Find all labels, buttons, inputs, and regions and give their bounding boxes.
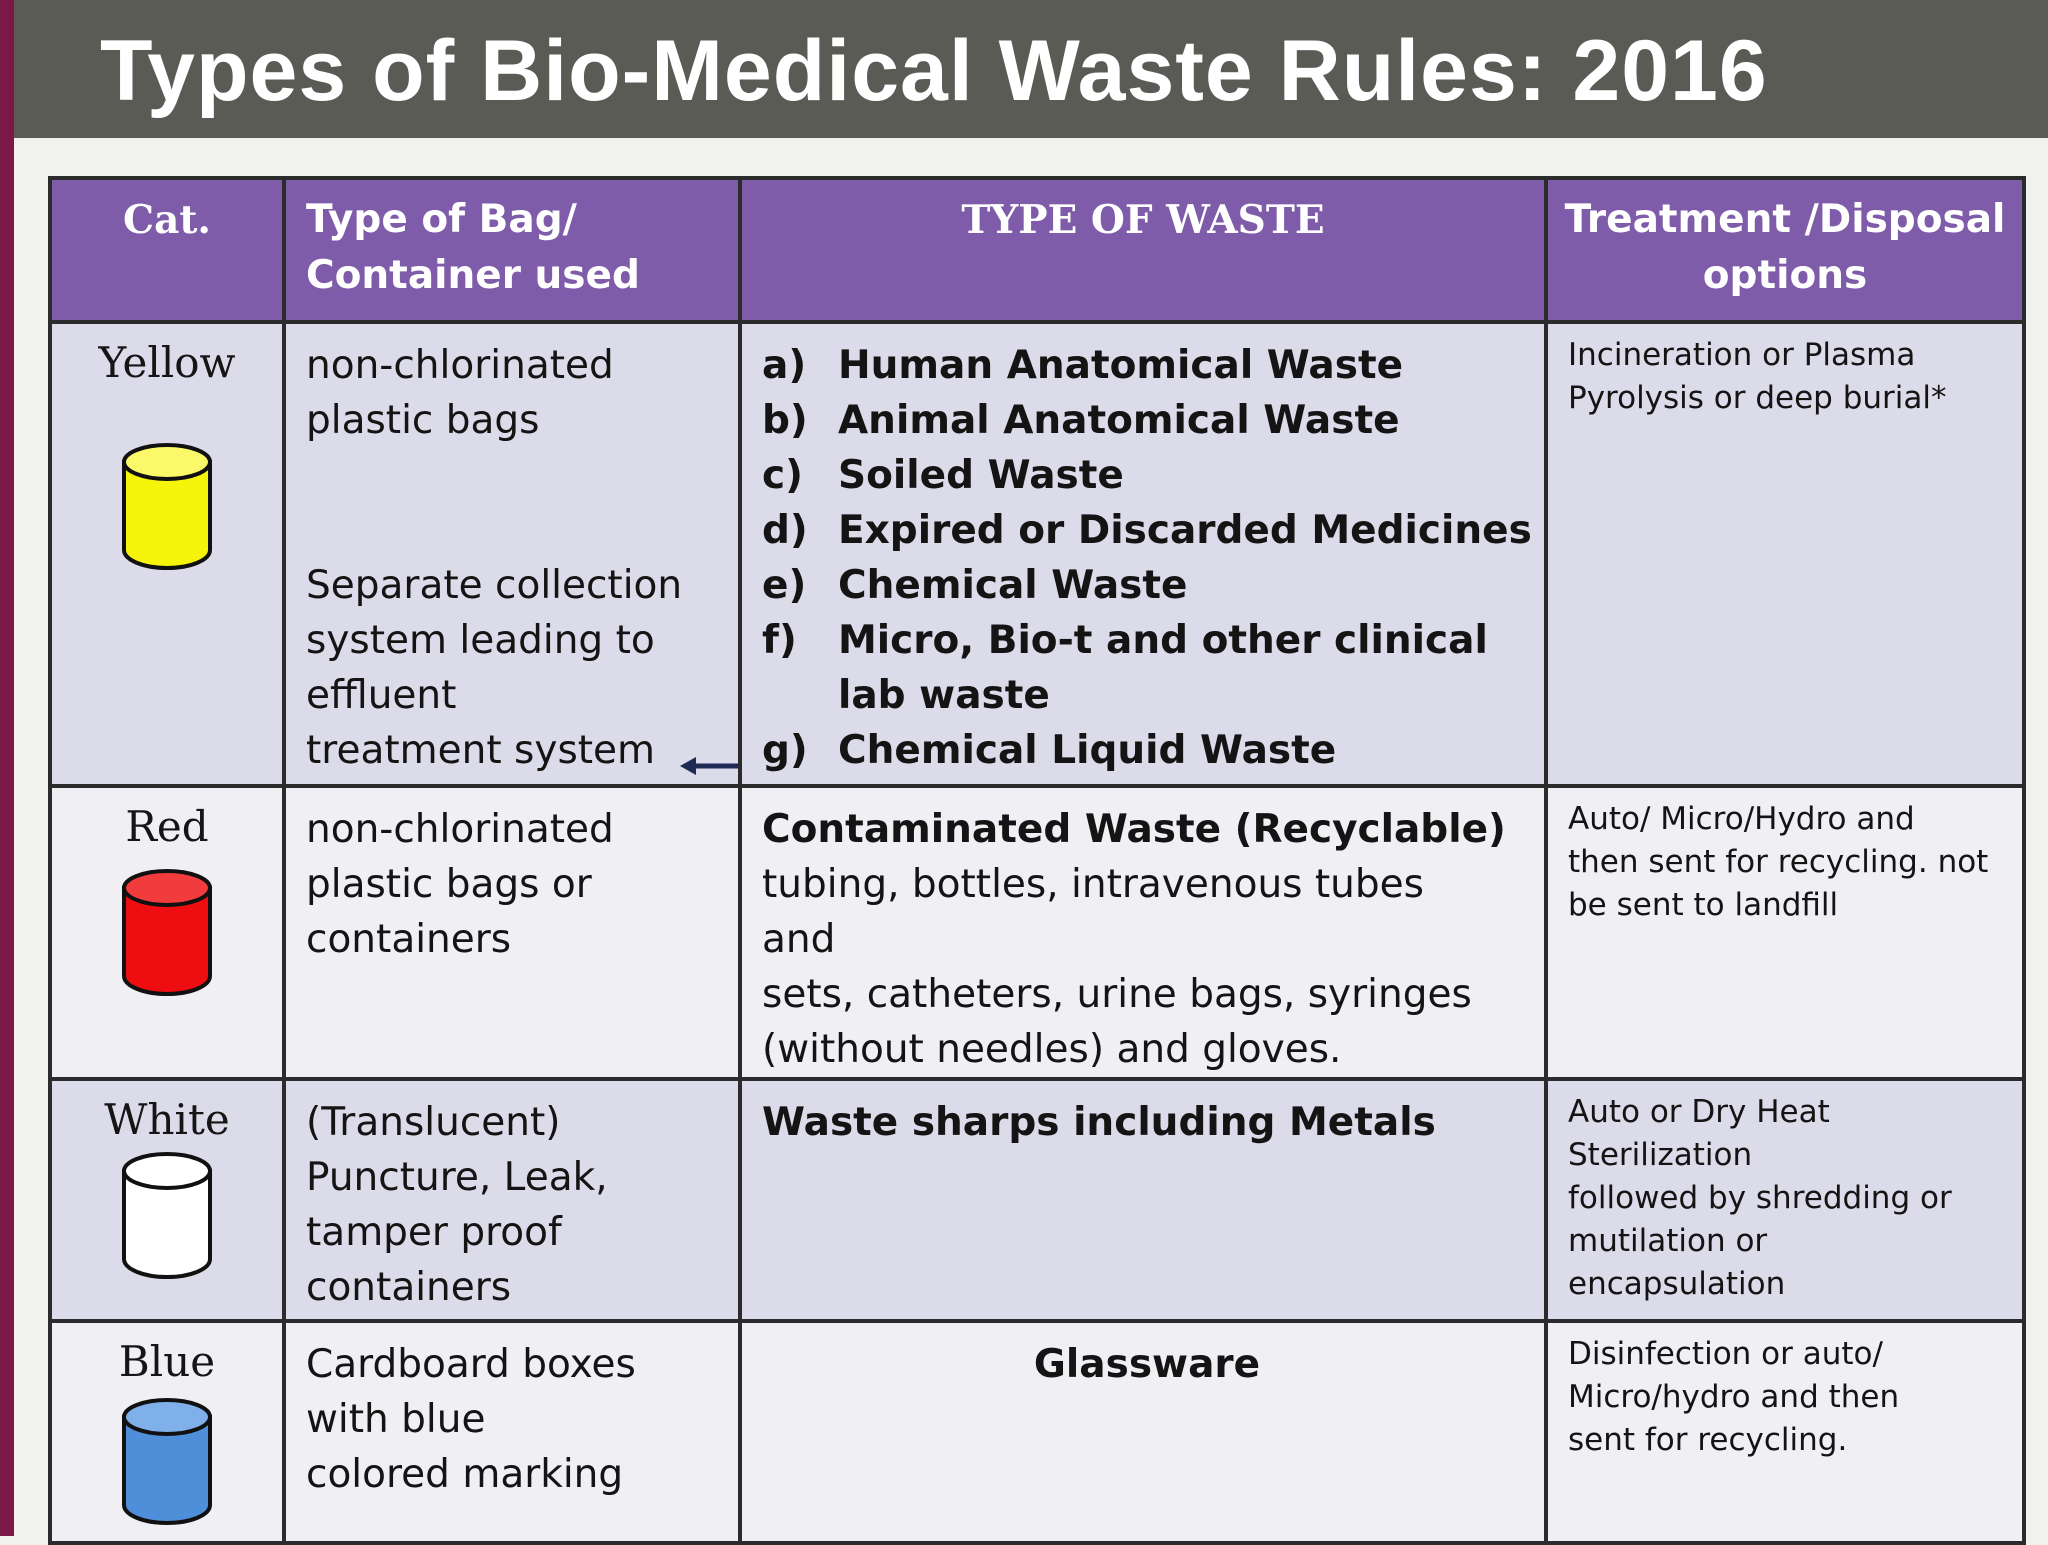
header-waste-type: TYPE OF WASTE — [740, 178, 1546, 322]
red-container-icon — [120, 868, 214, 998]
bag-line: Puncture, Leak, — [306, 1155, 608, 1200]
bag-line: with blue — [306, 1397, 486, 1442]
waste-cell-blue — [740, 1321, 1546, 1543]
accent-bar — [0, 0, 14, 1536]
waste-line: and — [762, 917, 836, 962]
item-label: g) — [762, 728, 808, 773]
header-treatment — [1546, 178, 2024, 322]
item-text: Chemical Waste — [838, 563, 1188, 608]
bag-line: Cardboard boxes — [306, 1342, 636, 1387]
header-treatment-line: Treatment /Disposal — [1564, 197, 2006, 242]
cat-name-white: White — [104, 1095, 230, 1144]
item-label: c) — [762, 453, 803, 498]
table-row-yellow — [50, 322, 2024, 786]
waste-item — [762, 503, 1532, 558]
waste-line: tubing, bottles, intravenous tubes — [762, 862, 1424, 907]
item-text: Chemical Liquid Waste — [838, 728, 1337, 773]
item-label: a) — [762, 343, 807, 388]
item-text: Micro, Bio-t and other clinical — [838, 618, 1488, 663]
header-bag-type — [284, 178, 740, 322]
table-row-blue — [50, 1321, 2024, 1543]
bag-line: treatment system — [306, 728, 656, 773]
cat-name-yellow: Yellow — [98, 338, 236, 387]
treatment-line: Incineration or Plasma — [1568, 337, 1916, 373]
bag-line: non-chlorinated — [306, 807, 614, 852]
bag-line: (Translucent) — [306, 1100, 561, 1145]
bag-line: system leading to — [306, 618, 655, 663]
bag-line: tamper proof — [306, 1210, 562, 1255]
item-label: f) — [762, 618, 797, 663]
item-text: Animal Anatomical Waste — [838, 398, 1400, 443]
header-cat: Cat. — [50, 178, 284, 322]
waste-line: sets, catheters, urine bags, syringes — [762, 972, 1472, 1017]
waste-category-table — [48, 176, 2026, 1545]
treatment-line: mutilation or — [1568, 1223, 1768, 1259]
bag-line: Separate collection — [306, 563, 683, 608]
cat-cell-white — [50, 1079, 284, 1321]
waste-title: Glassware — [1033, 1342, 1261, 1387]
waste-cell-yellow — [740, 322, 1546, 786]
waste-title: Waste sharps including Metals — [762, 1100, 1436, 1145]
yellow-container-icon — [120, 442, 214, 572]
cat-cell-blue — [50, 1321, 284, 1543]
waste-line: (without needles) and gloves. — [762, 1027, 1342, 1072]
treatment-cell-white — [1546, 1079, 2024, 1321]
treatment-cell-yellow — [1546, 322, 2024, 786]
bag-cell-yellow — [284, 322, 740, 786]
bag-cell-blue — [284, 1321, 740, 1543]
treatment-cell-red — [1546, 786, 2024, 1079]
treatment-line: followed by shredding or — [1568, 1180, 1952, 1216]
bag-line: non-chlorinated — [306, 343, 614, 388]
item-text: Expired or Discarded Medicines — [838, 508, 1532, 553]
bag-line: plastic bags — [306, 398, 540, 443]
bag-line: effluent — [306, 673, 457, 718]
item-label: b) — [762, 398, 808, 443]
treatment-line: then sent for recycling. not — [1568, 844, 1989, 880]
item-text: Human Anatomical Waste — [838, 343, 1404, 388]
waste-table-container — [48, 176, 2022, 1524]
item-text: Soiled Waste — [838, 453, 1124, 498]
waste-item — [762, 338, 1532, 393]
treatment-line: Sterilization — [1568, 1137, 1753, 1173]
bag-line: containers — [306, 917, 512, 962]
waste-item — [762, 393, 1532, 448]
treatment-line: Pyrolysis or deep burial* — [1568, 380, 1947, 416]
table-row-white — [50, 1079, 2024, 1321]
blue-container-icon — [120, 1397, 214, 1527]
cat-cell-yellow — [50, 322, 284, 786]
waste-item — [762, 558, 1532, 613]
item-label: d) — [762, 508, 808, 553]
header-bag-line: Container used — [306, 253, 640, 298]
header-bag-line: Type of Bag/ — [306, 197, 577, 242]
waste-item — [762, 448, 1532, 503]
table-row-red — [50, 786, 2024, 1079]
bag-cell-red — [284, 786, 740, 1079]
treatment-cell-blue — [1546, 1321, 2024, 1543]
bag-cell-white — [284, 1079, 740, 1321]
cat-name-blue: Blue — [118, 1337, 216, 1386]
treatment-line: be sent to landfill — [1568, 887, 1839, 923]
item-label: e) — [762, 563, 807, 608]
treatment-line: Auto/ Micro/Hydro and — [1568, 801, 1915, 837]
bag-line: colored marking — [306, 1452, 624, 1497]
cat-name-red: Red — [125, 802, 209, 851]
waste-title: Contaminated Waste (Recyclable) — [762, 807, 1506, 852]
treatment-line: Auto or Dry Heat — [1568, 1094, 1830, 1130]
item-text: lab waste — [838, 673, 1050, 718]
treatment-line: Disinfection or auto/ — [1568, 1336, 1883, 1372]
waste-cell-white — [740, 1079, 1546, 1321]
waste-item — [762, 668, 1532, 723]
treatment-line: sent for recycling. — [1568, 1422, 1848, 1458]
arrow-left-icon — [680, 754, 740, 778]
waste-item — [762, 723, 1532, 778]
header-row — [50, 178, 2024, 322]
bag-line: plastic bags or — [306, 862, 592, 907]
header-treatment-line: options — [1702, 253, 1868, 298]
treatment-line: encapsulation — [1568, 1266, 1786, 1302]
waste-item — [762, 613, 1532, 668]
white-container-icon — [120, 1151, 214, 1281]
bag-line: containers — [306, 1265, 512, 1310]
treatment-line: Micro/hydro and then — [1568, 1379, 1900, 1415]
cat-cell-red — [50, 786, 284, 1079]
page-title: Types of Bio-Medical Waste Rules: 2016 — [100, 23, 1768, 119]
waste-cell-red — [740, 786, 1546, 1079]
